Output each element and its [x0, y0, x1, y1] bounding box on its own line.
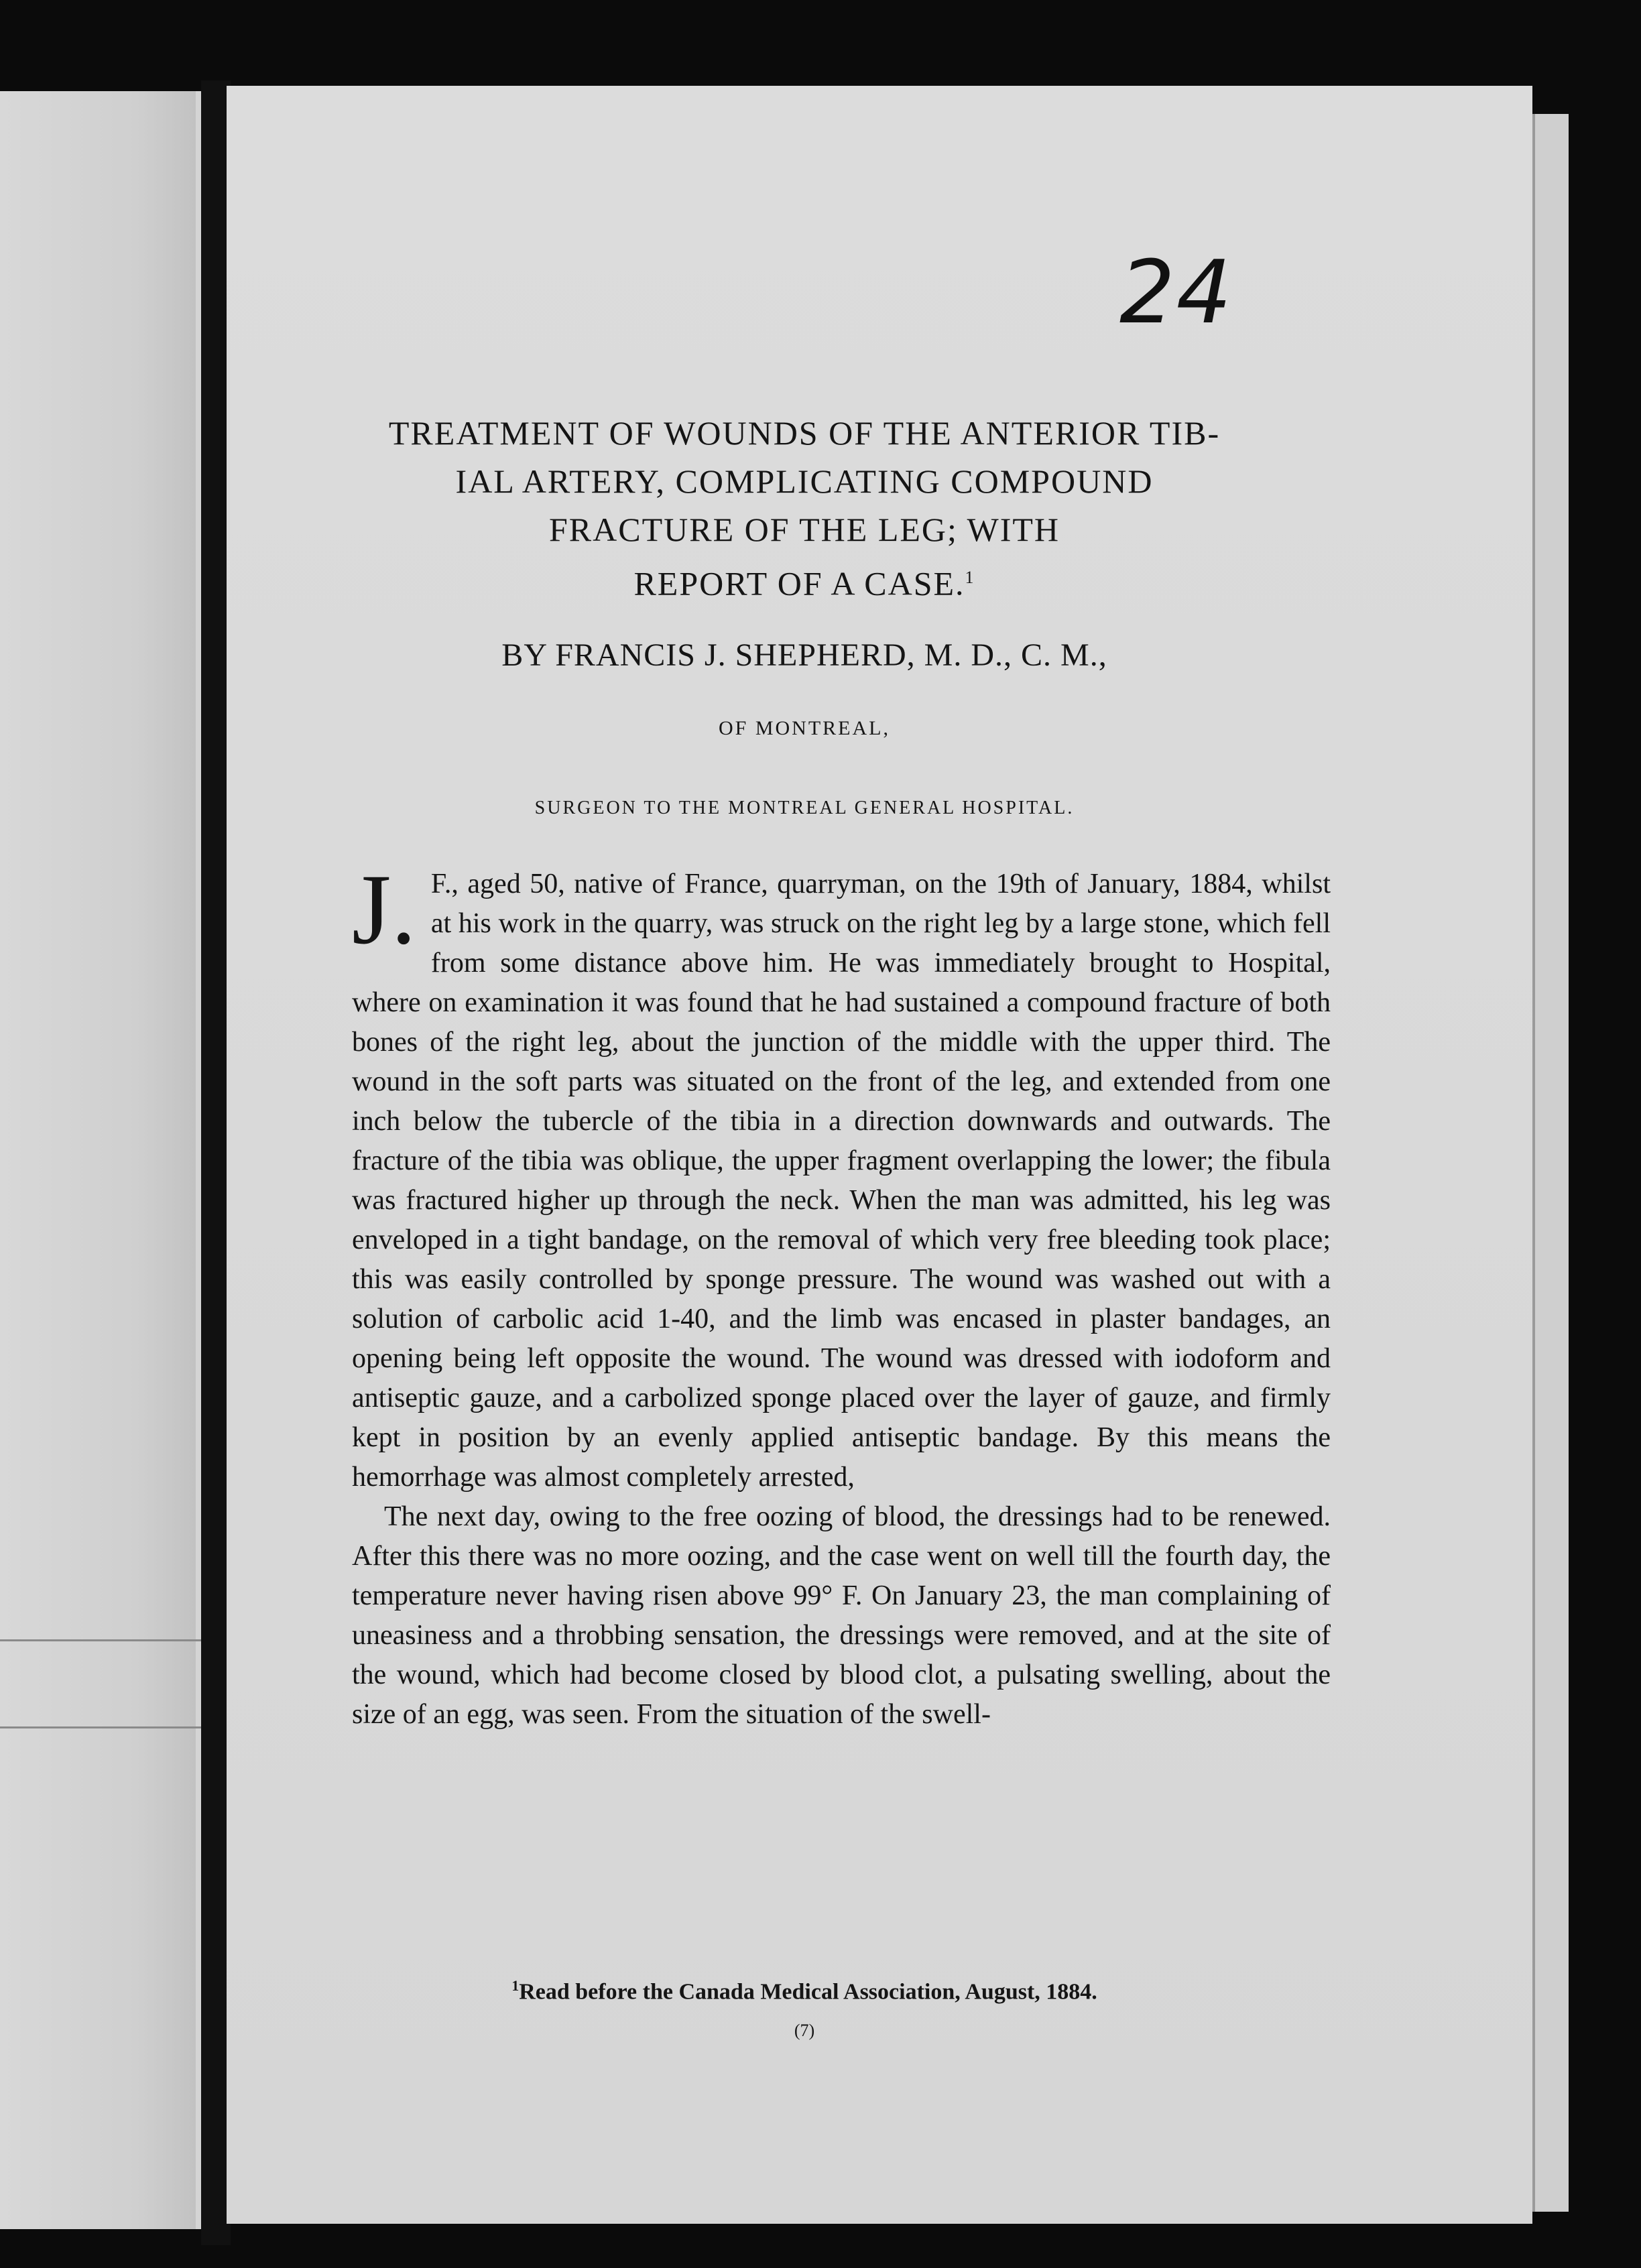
title-line: IAL ARTERY, COMPLICATING COMPOUND — [455, 462, 1154, 500]
author-location: OF MONTREAL, — [718, 717, 890, 739]
article-body — [352, 854, 1331, 1735]
title-line: FRACTURE OF THE LEG; WITH — [548, 511, 1060, 548]
footnote-mark: 1 — [511, 1977, 520, 1994]
adjacent-page-rule — [0, 1726, 201, 1728]
title-line: TREATMENT OF WOUNDS OF THE ANTERIOR TIB- — [388, 414, 1221, 452]
paragraph-text: F., aged 50, native of France, quarryman, on the 19th of January, 1884, whilst at his work in the quarry, was struck on the right leg by a large stone, which fell from some distance above him. He was immediately brought to Hospital, where on examination it was found that he had sustained a compound fracture of both bones of the right leg, about the junction of the middle with the upper third. The wound in the soft parts was situated on the front of the leg, and extended from one inch below the tubercle of the tibia in a direction downwards and outwards. The fracture of the tibia was oblique, the upper fragment overlapping the lower; the fibula was fractured higher up through the neck. When the man was admitted, his leg was enveloped in a tight bandage, on the removal of which very free bleeding took place; this was easily controlled by sponge pressure. The wound was washed out with a solution of carbolic acid 1-40, and the limb was encased in plaster bandages, an opening being left opposite the wound. The wound was dressed with iodoform and antiseptic gauze, and a carbolized sponge placed over the layer of gauze, and firmly kept in position by an evenly applied antiseptic bandage. By this means the hemorrhage was almost completely arrested, — [352, 869, 1331, 1493]
drop-cap: J. — [352, 854, 416, 965]
footnote-text: Read before the Canada Medical Association, August, 1884. — [519, 1979, 1097, 2005]
page-edge — [1532, 114, 1569, 2212]
paragraph — [352, 854, 1331, 1497]
handwritten-page-number: 24 — [1119, 241, 1233, 343]
adjacent-page-rule — [0, 1639, 201, 1641]
title-line: REPORT OF A CASE. — [633, 564, 965, 603]
adjacent-page-surface — [0, 91, 196, 2229]
printed-page-number: (7) — [794, 2021, 815, 2040]
article-title — [295, 409, 1314, 608]
author-byline: BY FRANCIS J. SHEPHERD, M. D., C. M., — [501, 637, 1107, 673]
footnote — [295, 1977, 1314, 2005]
adjacent-page — [0, 91, 210, 2229]
title-footnote-mark: 1 — [965, 568, 975, 587]
paragraph: The next day, owing to the free oozing of blood, the dressings had to be renewed. After this there was no more oozing, and the case went on well till the fourth day, the temperature never having risen above 99° F. On January 23, the man complaining of uneasiness and a throbbing sensation, the dressings were removed, and at the site of the wound, which had become closed by blood clot, a pulsating swelling, about the size of an egg, was seen. From the situation of the swell- — [352, 1501, 1331, 1730]
author-affiliation: SURGEON TO THE MONTREAL GENERAL HOSPITAL. — [534, 798, 1075, 818]
